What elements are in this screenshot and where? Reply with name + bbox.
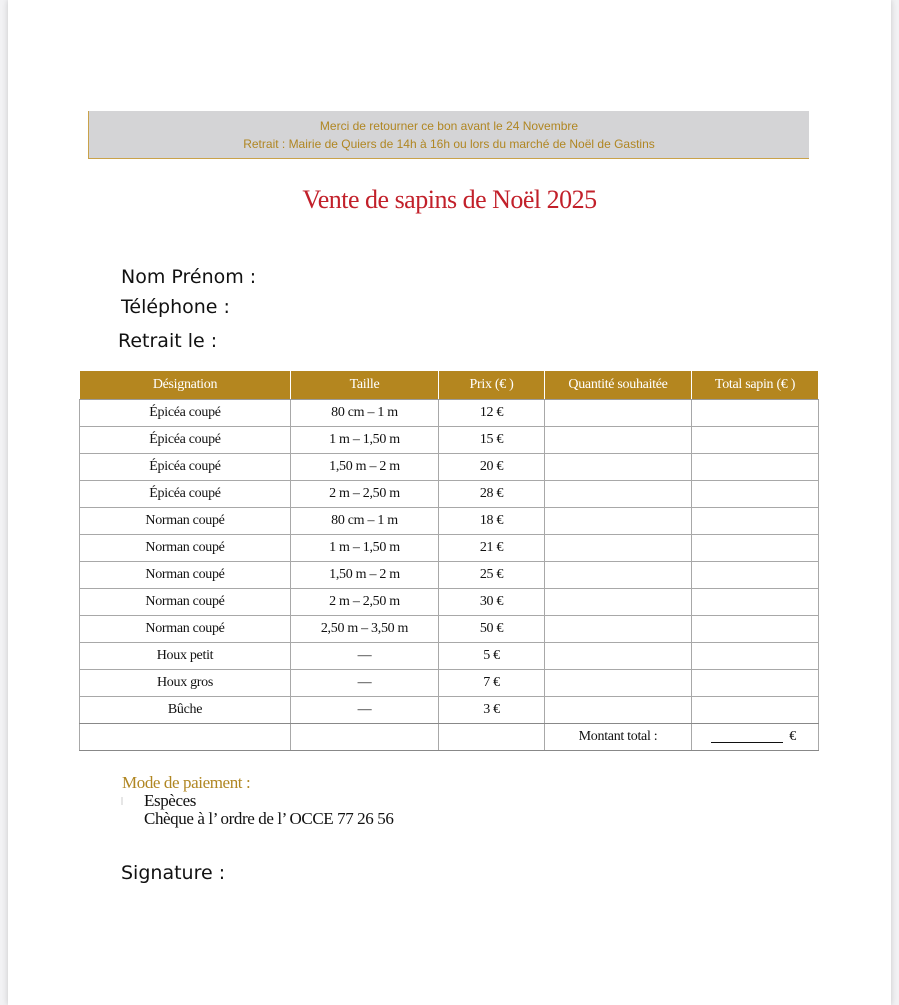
cell-total-input[interactable] <box>692 670 819 697</box>
order-form-page <box>8 0 891 1005</box>
page-title: Vente de sapins de Noël 2025 <box>302 185 597 214</box>
cell-price: 18 € <box>439 508 545 535</box>
total-empty-cell <box>439 724 545 751</box>
cell-total-input[interactable] <box>692 400 819 427</box>
cell-designation: Bûche <box>80 697 291 724</box>
cell-quantity-input[interactable] <box>545 697 692 724</box>
cell-price: 30 € <box>439 589 545 616</box>
total-currency: € <box>789 729 796 744</box>
order-table <box>79 370 819 751</box>
cell-designation: Épicéa coupé <box>80 400 291 427</box>
cell-price: 3 € <box>439 697 545 724</box>
payment-option-check: Chèque à l’ ordre de l’ OCCE 77 26 56 <box>144 809 394 828</box>
cell-quantity-input[interactable] <box>545 454 692 481</box>
cell-price: 5 € <box>439 643 545 670</box>
header-total: Total sapin (€ ) <box>692 371 819 400</box>
cell-quantity-input[interactable] <box>545 508 692 535</box>
cell-total-input[interactable] <box>692 643 819 670</box>
table-row <box>80 535 819 562</box>
cell-size: 1,50 m – 2 m <box>291 454 439 481</box>
cell-quantity-input[interactable] <box>545 427 692 454</box>
cell-designation: Norman coupé <box>80 508 291 535</box>
cell-quantity-input[interactable] <box>545 589 692 616</box>
cell-total-input[interactable] <box>692 454 819 481</box>
cell-price: 20 € <box>439 454 545 481</box>
header-designation: Désignation <box>80 371 291 400</box>
cell-quantity-input[interactable] <box>545 643 692 670</box>
cell-size: 80 cm – 1 m <box>291 400 439 427</box>
cell-price: 50 € <box>439 616 545 643</box>
cell-size: 2 m – 2,50 m <box>291 481 439 508</box>
cell-quantity-input[interactable] <box>545 400 692 427</box>
cell-price: 15 € <box>439 427 545 454</box>
bullet-mark <box>121 797 123 805</box>
cell-designation: Épicéa coupé <box>80 481 291 508</box>
table-row <box>80 616 819 643</box>
cell-size: — <box>291 670 439 697</box>
table-row <box>80 643 819 670</box>
cell-total-input[interactable] <box>692 481 819 508</box>
phone-field-label: Téléphone : <box>121 296 230 318</box>
total-label: Montant total : <box>545 724 692 751</box>
header-size: Taille <box>291 371 439 400</box>
table-row <box>80 562 819 589</box>
header-price: Prix (€ ) <box>439 371 545 400</box>
cell-total-input[interactable] <box>692 697 819 724</box>
cell-designation: Épicéa coupé <box>80 454 291 481</box>
cell-total-input[interactable] <box>692 562 819 589</box>
cell-total-input[interactable] <box>692 508 819 535</box>
banner-deadline: Merci de retourner ce bon avant le 24 Novembre <box>319 119 579 133</box>
table-row <box>80 670 819 697</box>
table-row <box>80 508 819 535</box>
table-row <box>80 454 819 481</box>
cell-size: — <box>291 697 439 724</box>
total-blank-line <box>711 730 783 743</box>
payment-option-cash: Espèces <box>144 791 196 810</box>
cell-price: 7 € <box>439 670 545 697</box>
cell-price: 21 € <box>439 535 545 562</box>
cell-quantity-input[interactable] <box>545 562 692 589</box>
cell-designation: Norman coupé <box>80 589 291 616</box>
cell-designation: Norman coupé <box>80 535 291 562</box>
cell-designation: Houx gros <box>80 670 291 697</box>
table-row <box>80 427 819 454</box>
table-row <box>80 481 819 508</box>
cell-designation: Norman coupé <box>80 562 291 589</box>
cell-price: 25 € <box>439 562 545 589</box>
cell-price: 12 € <box>439 400 545 427</box>
table-header-row <box>80 371 819 400</box>
pickup-date-label: Retrait le : <box>118 330 218 352</box>
order-rows <box>80 400 819 724</box>
table-row <box>80 400 819 427</box>
cell-designation: Houx petit <box>80 643 291 670</box>
total-amount-field[interactable] <box>692 724 819 751</box>
cell-price: 28 € <box>439 481 545 508</box>
cell-size: 1,50 m – 2 m <box>291 562 439 589</box>
table-row <box>80 589 819 616</box>
signature-label: Signature : <box>121 862 226 884</box>
cell-total-input[interactable] <box>692 427 819 454</box>
banner-pickup-info: Retrait : Mairie de Quiers de 14h à 16h ou lors du marché de Noël de Gastins <box>243 137 655 151</box>
total-row <box>80 724 819 751</box>
cell-size: 2,50 m – 3,50 m <box>291 616 439 643</box>
payment-title: Mode de paiement : <box>122 773 251 792</box>
total-empty-cell <box>291 724 439 751</box>
total-empty-cell <box>80 724 291 751</box>
cell-size: 2 m – 2,50 m <box>291 589 439 616</box>
cell-size: — <box>291 643 439 670</box>
cell-designation: Épicéa coupé <box>80 427 291 454</box>
cell-designation: Norman coupé <box>80 616 291 643</box>
cell-quantity-input[interactable] <box>545 670 692 697</box>
cell-quantity-input[interactable] <box>545 616 692 643</box>
name-field-label: Nom Prénom : <box>121 266 257 288</box>
cell-total-input[interactable] <box>692 535 819 562</box>
header-quantity: Quantité souhaitée <box>545 371 692 400</box>
cell-total-input[interactable] <box>692 589 819 616</box>
table-row <box>80 697 819 724</box>
cell-size: 1 m – 1,50 m <box>291 535 439 562</box>
cell-quantity-input[interactable] <box>545 481 692 508</box>
cell-size: 1 m – 1,50 m <box>291 427 439 454</box>
cell-quantity-input[interactable] <box>545 535 692 562</box>
cell-total-input[interactable] <box>692 616 819 643</box>
cell-size: 80 cm – 1 m <box>291 508 439 535</box>
info-banner <box>88 111 809 159</box>
